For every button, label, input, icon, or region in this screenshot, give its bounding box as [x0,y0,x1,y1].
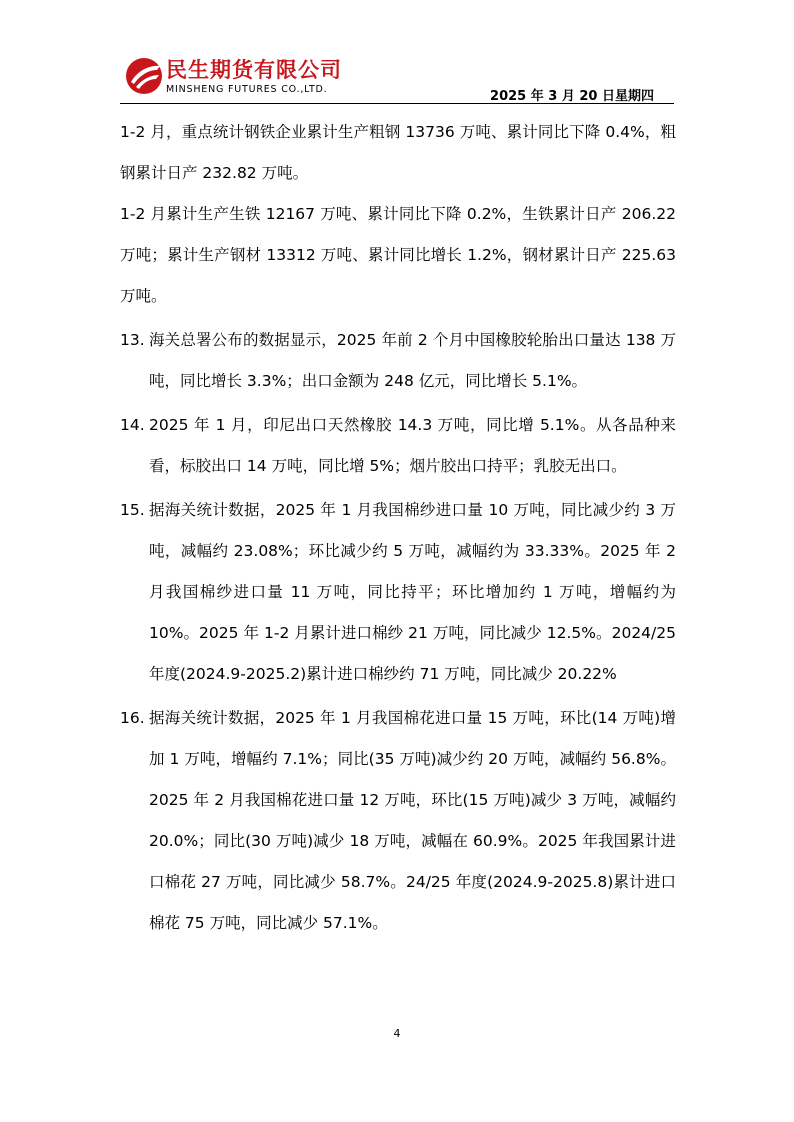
list-item [120,490,676,695]
minsheng-logo-icon [124,56,164,96]
item-text: 海关总署公布的数据显示，2025 年前 2 个月中国橡胶轮胎出口量达 138 万吨，同比增长 3.3%；出口金额为 248 亿元，同比增长 5.1%。 [149,331,676,390]
item-number: 13. [120,331,145,349]
report-date: 2025 年 3 月 20 日星期四 [490,89,654,104]
page-number: 4 [393,1027,401,1040]
item-number: 14. [120,416,145,434]
header-divider [120,103,674,104]
item-number: 15. [120,501,145,519]
list-item [120,405,676,487]
item-text: 据海关统计数据，2025 年 1 月我国棉纱进口量 10 万吨，同比减少约 3 万吨，减幅约 23.08%；环比减少约 5 万吨，减幅约为 33.33%。2025 年 2 月我国棉纱进口量 11 万吨，同比持平；环比增加约 1 万吨，增幅约为 10%。2025 年 1-2 月累计进口棉纱 21 万吨，同比减少 12.5%。2024/25 年度(2024.9-2025.2)累计进口棉纱约 71 万吨，同比减少 20.22% [149,501,676,683]
paragraph-crude-steel: 1-2 月，重点统计钢铁企业累计生产粗钢 13736 万吨、累计同比下降 0.4%，粗钢累计日产 232.82 万吨。 [120,123,676,182]
item-text: 2025 年 1 月，印尼出口天然橡胶 14.3 万吨，同比增 5.1%。从各品种来看，标胶出口 14 万吨，同比增 5%；烟片胶出口持平；乳胶无出口。 [149,416,676,475]
list-item [120,698,676,944]
document-body [120,112,676,947]
list-item [120,320,676,402]
item-number: 16. [120,709,145,727]
company-name-cn: 民生期货有限公司 [166,58,342,82]
page-header [120,52,674,104]
company-name-en: MINSHENG FUTURES CO.,LTD. [166,84,328,95]
item-text: 据海关统计数据，2025 年 1 月我国棉花进口量 15 万吨，环比(14 万吨)增加 1 万吨，增幅约 7.1%；同比(35 万吨)减少约 20 万吨，减幅约 56.8%。2025 年 2 月我国棉花进口量 12 万吨，环比(15 万吨)减少 3 万吨，减幅约 20.0%；同比(30 万吨)减少 18 万吨，减幅在 60.9%。2025 年我国累计进口棉花 27 万吨，同比减少 58.7%。24/25 年度(2024.9-2025.8)累计进口棉花 75 万吨，同比减少 57.1%。 [149,709,676,932]
paragraph-pig-iron: 1-2 月累计生产生铁 12167 万吨、累计同比下降 0.2%，生铁累计日产 206.22 万吨；累计生产钢材 13312 万吨、累计同比增长 1.2%，钢材累计日产 225.63 万吨。 [120,205,676,305]
